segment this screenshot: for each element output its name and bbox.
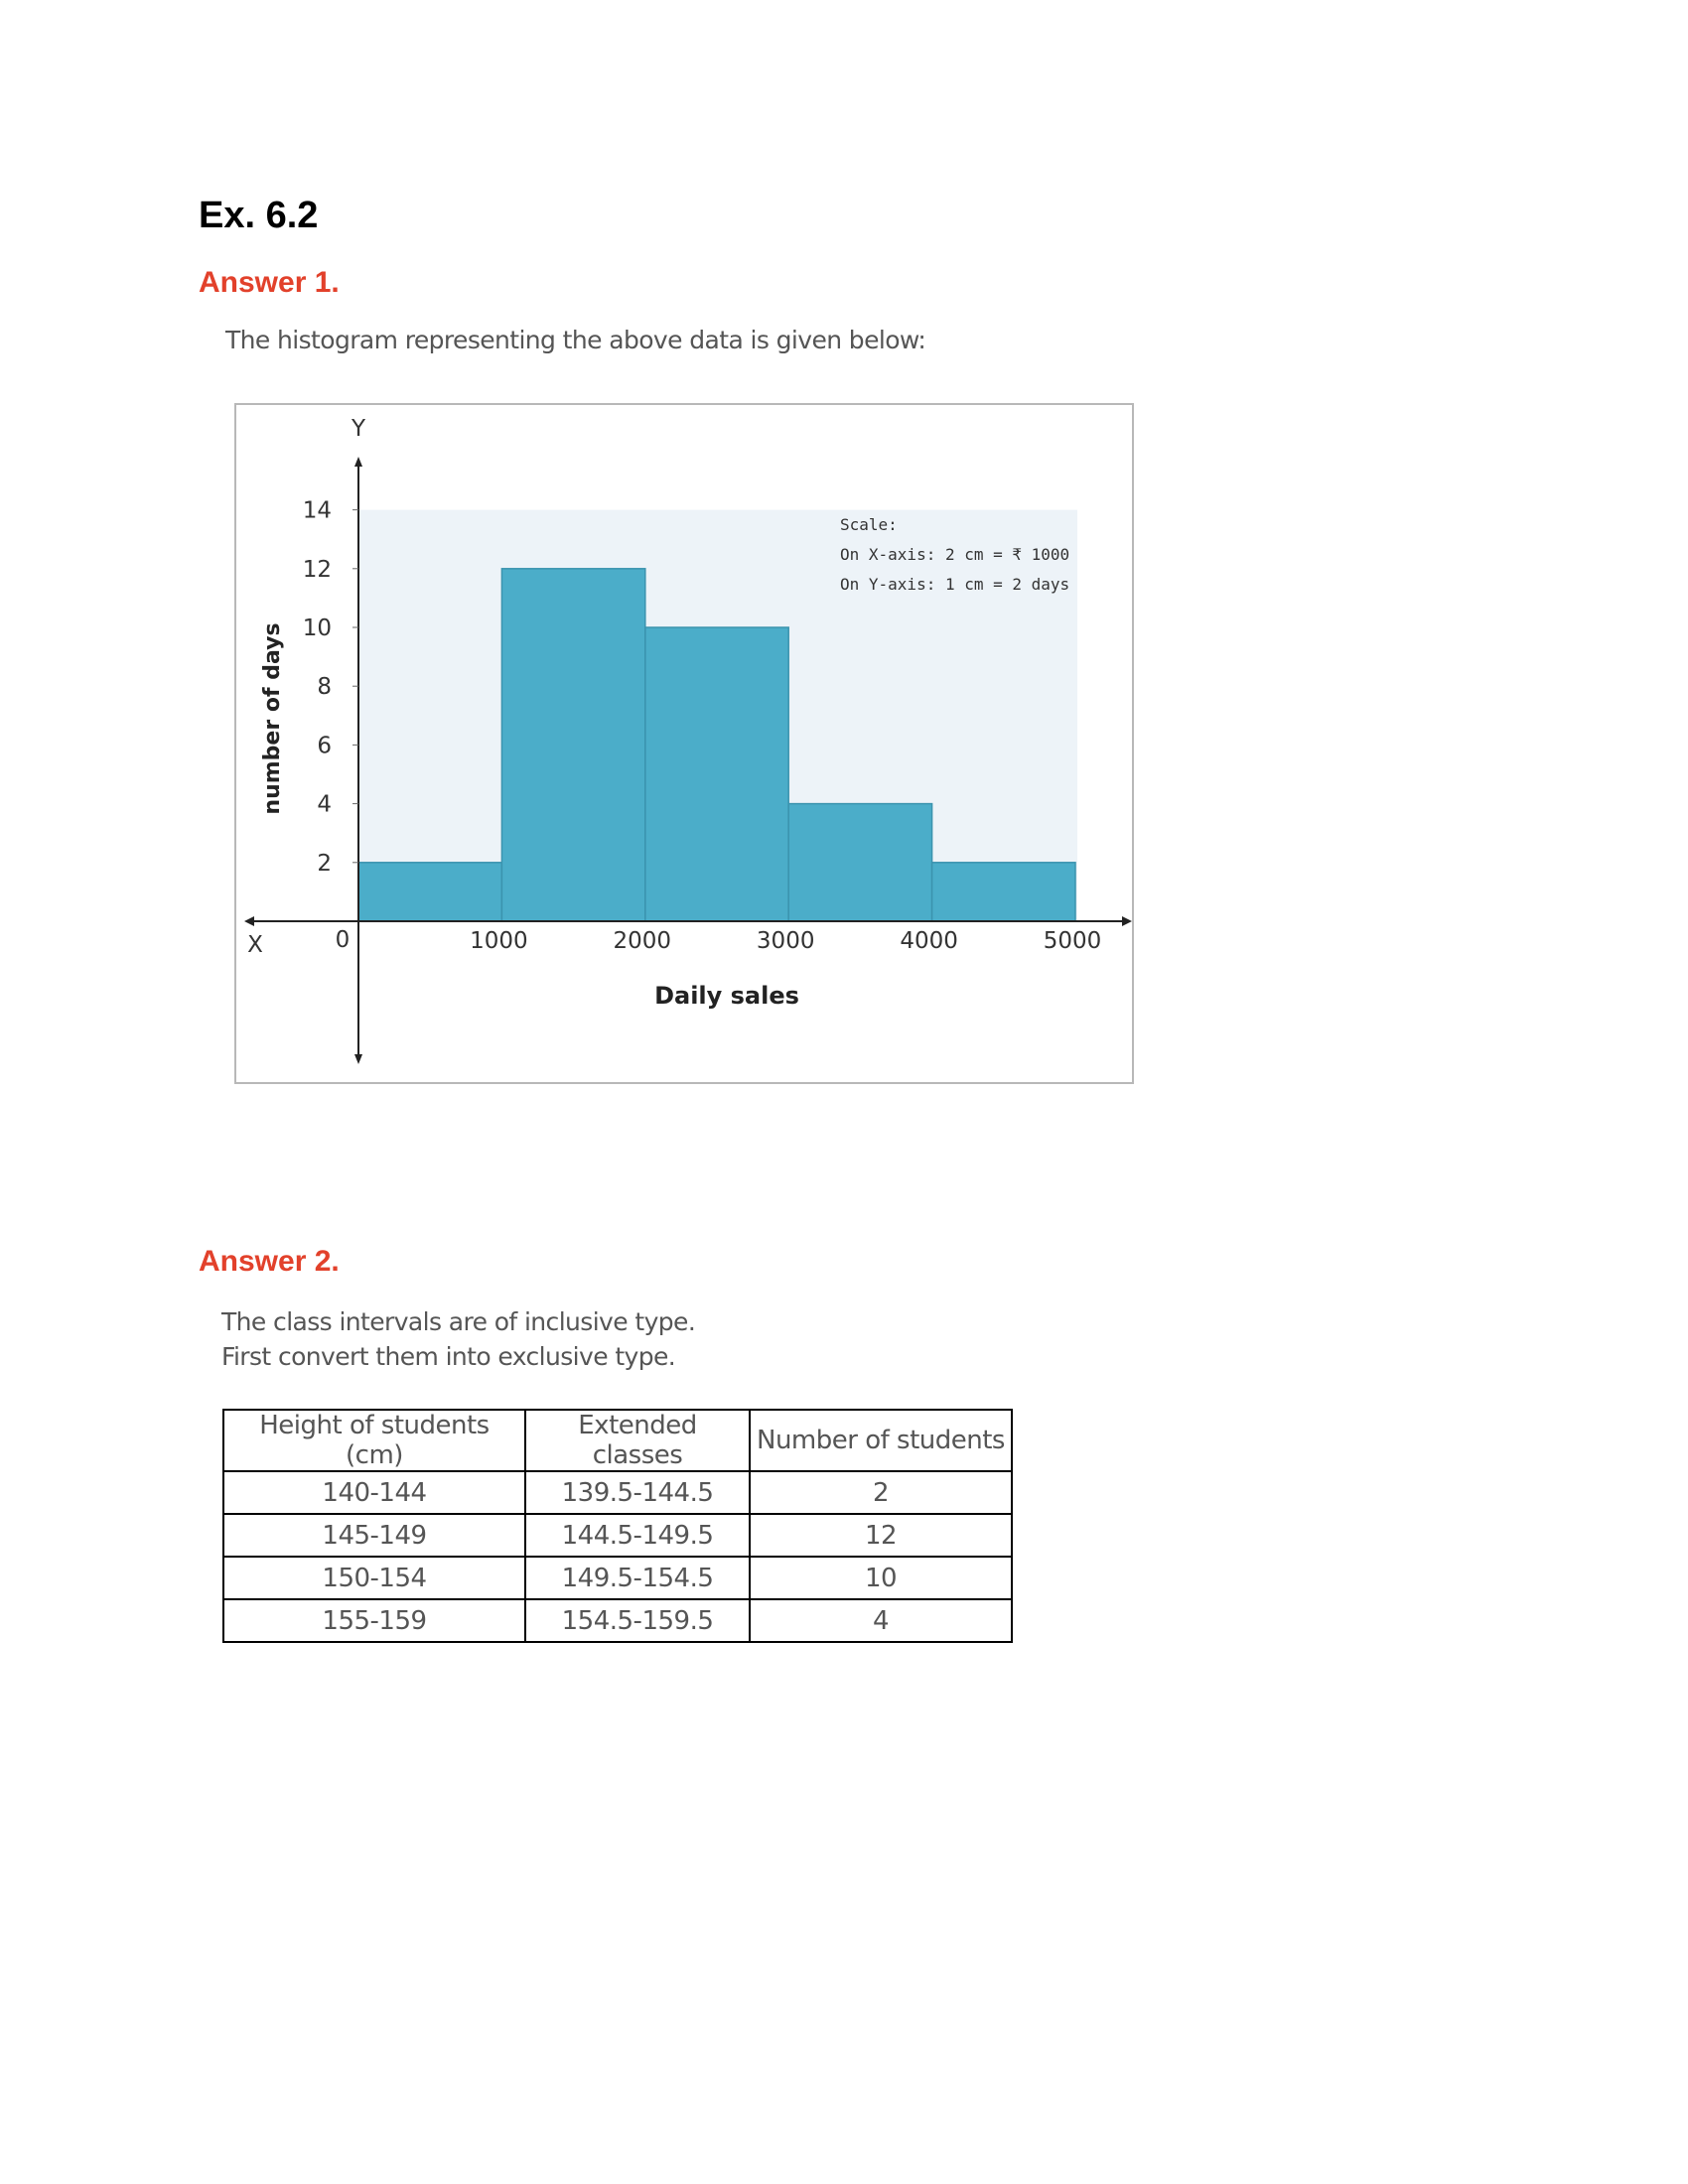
y-axis-letter: Y (351, 416, 366, 442)
histogram-bar-2 (501, 569, 644, 921)
answer-1-heading: Answer 1. (199, 266, 340, 299)
x-axis-label: Daily sales (654, 982, 799, 1010)
table-header-row (223, 1410, 1012, 1471)
class-interval-table (222, 1409, 1013, 1643)
x-tick-label: 1000 (470, 928, 528, 954)
header-height: Height of students (cm) (223, 1410, 525, 1471)
table-cell: 155-159 (223, 1599, 525, 1642)
y-axis-label: number of days (260, 622, 285, 815)
answer-2-heading: Answer 2. (199, 1245, 340, 1278)
y-tick-label: 8 (317, 674, 332, 701)
y-tick-label: 14 (302, 497, 332, 524)
table-cell: 149.5-154.5 (525, 1557, 750, 1599)
origin-label: 0 (335, 927, 351, 953)
y-tick-label: 2 (317, 850, 332, 877)
table-row (223, 1471, 1012, 1514)
x-axis-letter: X (247, 932, 263, 958)
histogram-bar-4 (788, 804, 931, 921)
table-row (223, 1557, 1012, 1599)
table-cell: 10 (750, 1557, 1012, 1599)
table-cell: 12 (750, 1514, 1012, 1557)
table-cell: 144.5-149.5 (525, 1514, 750, 1557)
table-cell: 154.5-159.5 (525, 1599, 750, 1642)
x-tick-label: 3000 (756, 928, 815, 954)
answer-1-intro: The histogram representing the above data is given below: (225, 326, 926, 354)
histogram-bar-1 (358, 863, 501, 921)
table-cell: 2 (750, 1471, 1012, 1514)
table-cell: 145-149 (223, 1514, 525, 1557)
table-cell: 4 (750, 1599, 1012, 1642)
table-cell: 140-144 (223, 1471, 525, 1514)
histogram-chart (234, 403, 1134, 1084)
histogram-figure (234, 403, 1134, 1084)
scale-note-line: On X-axis: 2 cm = ₹ 1000 (840, 545, 1070, 564)
x-tick-label: 2000 (613, 928, 672, 954)
table-row (223, 1514, 1012, 1557)
header-extended-classes: Extended classes (525, 1410, 750, 1471)
header-number-of-students: Number of students (750, 1410, 1012, 1471)
histogram-bar-5 (932, 863, 1075, 921)
scale-note-line: On Y-axis: 1 cm = 2 days (840, 575, 1070, 594)
answer-2-line-2: First convert them into exclusive type. (221, 1342, 676, 1371)
y-tick-label: 12 (302, 556, 332, 583)
y-tick-label: 10 (302, 615, 332, 641)
x-tick-label: 5000 (1043, 928, 1102, 954)
scale-note-line: Scale: (840, 515, 898, 534)
table-row (223, 1599, 1012, 1642)
y-tick-label: 6 (317, 733, 332, 759)
page-title: Ex. 6.2 (199, 195, 319, 236)
table-cell: 139.5-144.5 (525, 1471, 750, 1514)
table-cell: 150-154 (223, 1557, 525, 1599)
answer-2-text (221, 1304, 695, 1374)
y-tick-label: 4 (317, 791, 332, 818)
histogram-bar-3 (645, 627, 788, 921)
x-tick-label: 4000 (900, 928, 958, 954)
answer-2-line-1: The class intervals are of inclusive type. (221, 1307, 696, 1336)
